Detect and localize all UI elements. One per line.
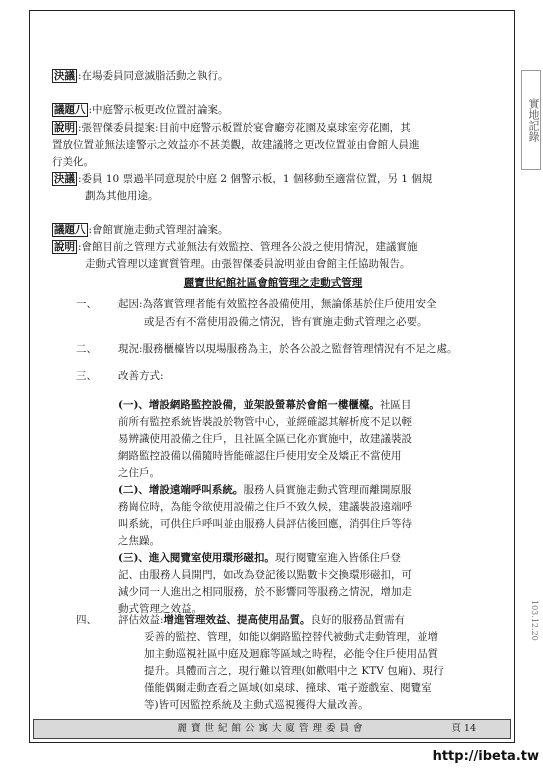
section-number: 二、 xyxy=(76,343,97,355)
section-line: 等)皆可因監控系統及主動式巡視獲得大量改善。 xyxy=(144,699,369,711)
section-line: 現況:服務櫃檯皆以現場服務為主，於各公設之監督管理情況有不足之處。 xyxy=(118,343,458,355)
measure-line: 減少同一人進出之相同服務，於不影響同等服務之情況，增加走 xyxy=(118,586,412,598)
measure-line: 動式管理之效益。 xyxy=(118,603,202,615)
measure-line: 記、由服務人員開門，如改為登記後以點數卡交換環形磁扣，可 xyxy=(118,569,412,581)
section-line: 妥善的監控、管理，如能以網路監控替代被動式走動管理，並增 xyxy=(144,631,438,643)
measure-2-head: (二)、增設遠端呼叫系統。服務人員實施走動式管理而離開原服 xyxy=(118,484,412,496)
section-number: 一、 xyxy=(76,298,97,310)
resolution-tag: 決議 xyxy=(54,173,75,185)
explanation-signboard: 說明 :張智傑委員提案:目前中庭警示板置於宴會廳旁花園及桌球室旁花園，其 xyxy=(54,122,411,134)
page-number: 頁 14 xyxy=(451,723,476,734)
side-handwritten-note: 103.12.20 xyxy=(530,600,539,641)
explanation-tag: 說明 xyxy=(54,241,75,253)
resolution-1: 決議 :在場委員同意滅脂活動之執行。 xyxy=(54,70,229,82)
agenda-item-walking-management: 議題八 :會館實施走動式管理討論案。 xyxy=(54,224,229,236)
measure-line: 之住戶。 xyxy=(118,467,160,479)
resolution-signboard: 決議 :委員 10 票過半同意現於中庭 2 個警示板，1 個移動至適當位置，另 1 個規 xyxy=(54,173,433,185)
section-title: 改善方式: xyxy=(118,370,164,382)
footer-bar xyxy=(33,719,511,739)
section-number: 四、 xyxy=(76,614,97,626)
section-line: 起因:為落實管理者能有效監控各設備使用，無論係基於住戶使用安全 xyxy=(118,298,437,310)
agenda-tag: 議題八 xyxy=(54,224,86,236)
measure-3-head: (三)、進入閱覽室使用環形磁扣。現行閱覽室進入皆係住戶登 xyxy=(118,552,401,564)
section-number: 三、 xyxy=(76,370,97,382)
explanation-line: 行美化。 xyxy=(52,156,94,168)
resolution-tag: 決議 xyxy=(54,70,75,82)
section-line: 僅能偶爾走動查看之區域(如桌球、撞球、電子遊戲室、閱覽室 xyxy=(144,682,432,694)
measure-line: 前所有監控系統皆裝設於物管中心，並經確認其解析度不足以輕 xyxy=(118,416,412,428)
measure-line: 之焦躁。 xyxy=(118,535,160,547)
agenda-item-signboard: 議題八 :中庭警示板更改位置討論案。 xyxy=(54,104,229,116)
measure-line: 務崗位時，為能令欲使用設備之住戶不致久候，建議裝設遠端呼 xyxy=(118,501,412,513)
section-line: 或是否有不當使用設備之情況，皆有實施走動式管理之必要。 xyxy=(144,316,428,328)
explanation-walking: 說明 :會館目前之管理方式並無法有效監控、管理各公設之使用情況，建議實施 xyxy=(54,241,418,253)
section-line: 提升。具體而言之，現行難以管理(如歡唱中之 KTV 包廂)、現行 xyxy=(144,665,444,677)
measure-line: 叫系統，可供住戶呼叫並由服務人員評估後回應，消弭住戶等待 xyxy=(118,518,412,530)
measure-line: 網路監控設備以備隨時皆能確認住戶使用安全及矯正不當使用 xyxy=(118,450,402,462)
side-stamp: 實地記錄 xyxy=(521,70,541,170)
measure-line: 易辨識使用設備之住戶，且社區全區已化亦實施中，故建議裝設 xyxy=(118,433,412,445)
section-line: 加主動巡視社區中庭及迴廊等區域之時程，必能令住戶使用品質 xyxy=(144,648,438,660)
footer-title: 麗寶世紀館公寓大廈管理委員會 xyxy=(177,723,367,734)
explanation-line: 走動式管理以達實質管理。由張智傑委員說明並由會館主任協助報告。 xyxy=(85,258,411,270)
watermark-url: http://ibeta.tw xyxy=(432,749,539,764)
document-page xyxy=(29,10,515,743)
resolution-line: 劃為其他用途。 xyxy=(85,190,159,202)
section-4-head: 評估效益:增進管理效益、提高使用品質。良好的服務品質需有 xyxy=(118,614,406,626)
explanation-tag: 說明 xyxy=(54,122,75,134)
plan-title: 麗寶世紀館社區會館管理之走動式管理 xyxy=(183,277,363,289)
agenda-tag: 議題八 xyxy=(54,104,86,116)
measure-1-head: (一)、增設網路監控設備，並架設螢幕於會館一樓櫃檯。社區目 xyxy=(118,399,412,411)
explanation-line: 置放位置並無法達警示之效益亦不甚美觀，故建議將之更改位置並由會館人員進 xyxy=(52,139,420,151)
